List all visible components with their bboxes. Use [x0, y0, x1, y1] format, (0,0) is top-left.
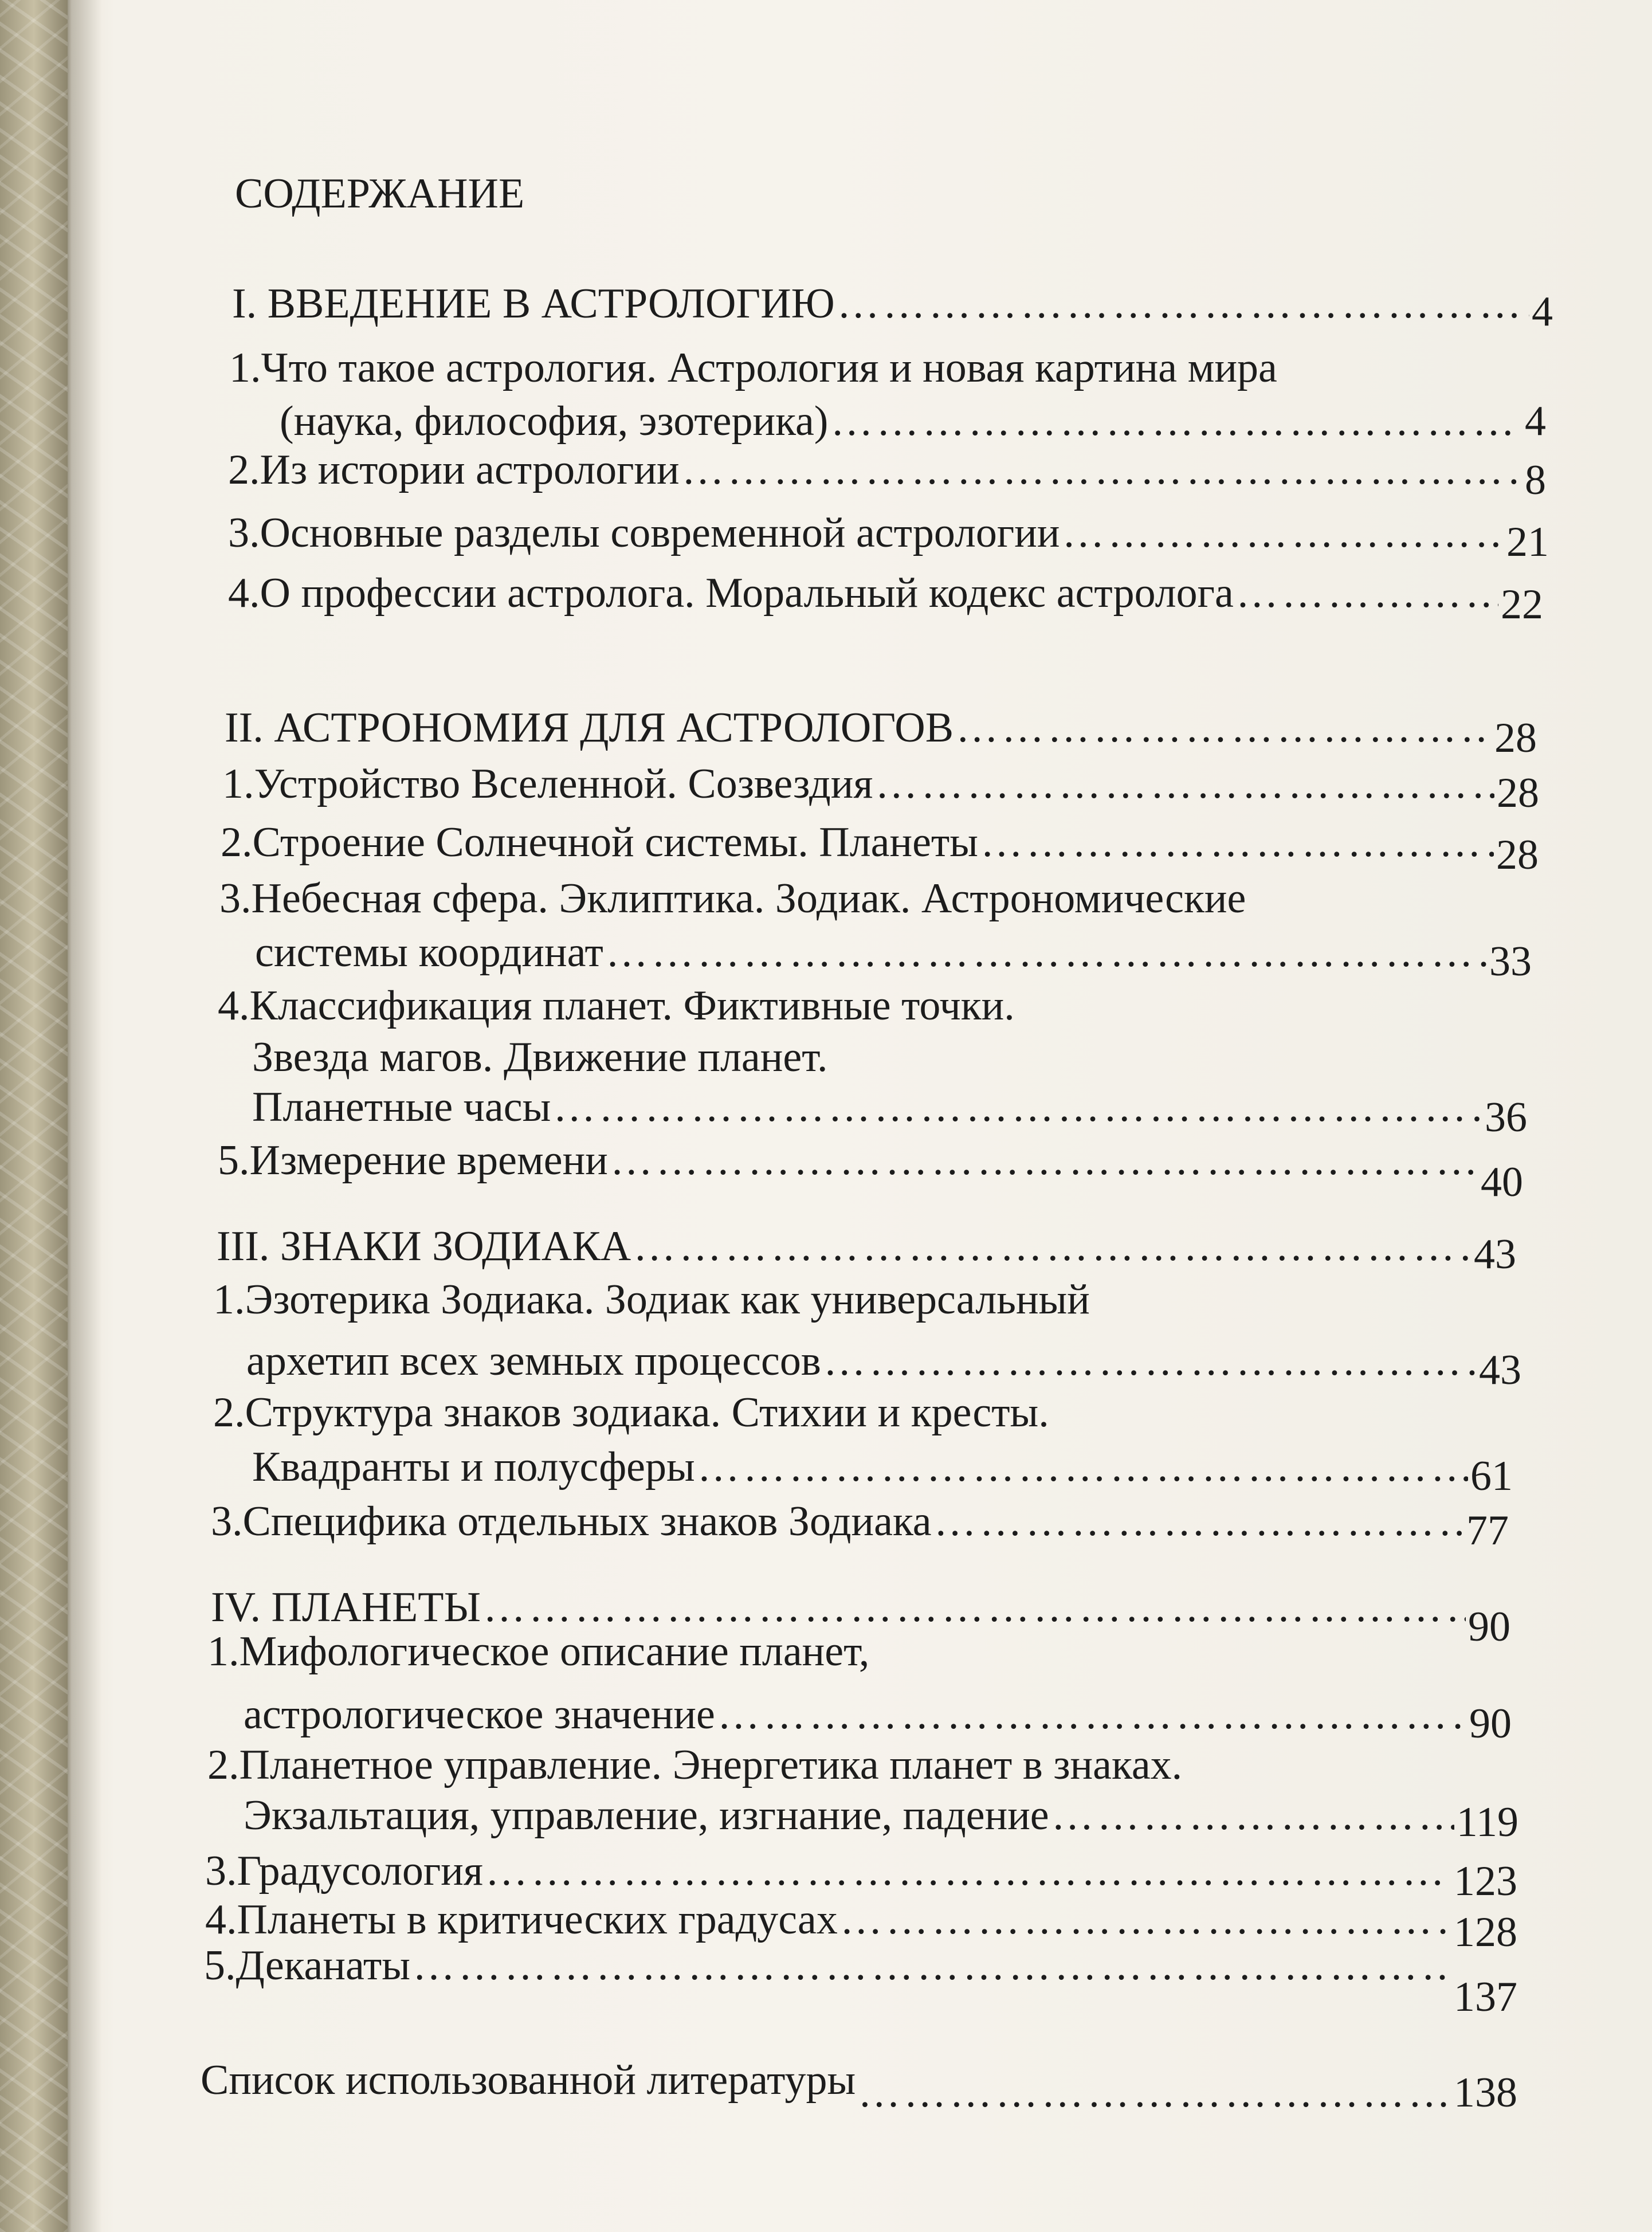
entry-text: Классификация планет. Фиктивные точки.: [249, 982, 1015, 1029]
entry-number: 3.: [205, 1847, 237, 1894]
entry-text: Устройство Вселенной. Созвездия: [254, 760, 873, 807]
dot-leader: [1236, 564, 1498, 622]
section-title: I. ВВЕДЕНИЕ В АСТРОЛОГИЮ: [232, 280, 835, 327]
page-number: 22: [1501, 581, 1543, 628]
page-number: 90: [1468, 1603, 1510, 1650]
page-number: 28: [1496, 831, 1539, 878]
dot-leader: [633, 1218, 1472, 1275]
dot-leader: [875, 755, 1494, 813]
entry-text: Квадранты и полусферы: [252, 1443, 695, 1490]
page-number: 123: [1454, 1858, 1517, 1905]
bibliography-title: Список использованной литературы: [201, 2057, 856, 2104]
toc-heading: [235, 165, 524, 222]
entry-number: 2.: [228, 446, 260, 493]
dot-leader: [858, 2064, 1451, 2121]
toc-entry-4-1-line-1: [207, 1623, 869, 1680]
entry-text: астрологическое значение: [244, 1691, 715, 1738]
page-number: 21: [1506, 519, 1549, 566]
entry-text: Что такое астрология. Астрология и новая картина мира: [261, 344, 1277, 391]
page-number: 43: [1474, 1231, 1516, 1278]
entry-text: архетип всех земных процессов: [246, 1337, 821, 1384]
page-number: 77: [1466, 1507, 1509, 1554]
dot-leader: [610, 1132, 1478, 1189]
toc-entry-2-4-line-1: [218, 977, 1015, 1034]
page-number: 128: [1454, 1909, 1517, 1956]
page-number: 8: [1525, 457, 1546, 504]
toc-entry-1-4: [228, 564, 1543, 628]
dot-leader: [934, 1493, 1464, 1550]
entry-number: 3.: [211, 1498, 243, 1545]
dot-leader: [697, 1438, 1468, 1496]
page-number: 61: [1470, 1453, 1513, 1500]
toc-entry-2-2: [221, 814, 1539, 878]
toc-entry-2-1: [222, 755, 1539, 817]
entry-text: Строение Солнечной системы. Планеты: [252, 819, 978, 866]
toc-entry-3-1-line-1: [213, 1271, 1090, 1328]
entry-text: О профессии астролога. Моральный кодекс астролога: [260, 570, 1234, 617]
page-number: 36: [1485, 1094, 1527, 1141]
entry-number: 1.: [222, 760, 254, 807]
page-number: 138: [1454, 2069, 1517, 2116]
dot-leader: [606, 924, 1487, 981]
entry-number: 4.: [218, 982, 250, 1029]
toc-entry-3-2-line-1: [213, 1384, 1049, 1441]
entry-number: 5.: [204, 1942, 236, 1989]
entry-number: 2.: [207, 1741, 240, 1788]
toc-section-1: [232, 275, 1553, 335]
entry-number: 1.: [229, 344, 261, 391]
toc-entry-1-3: [228, 504, 1549, 566]
entry-number: 2.: [221, 819, 253, 866]
dot-leader: [553, 1078, 1482, 1136]
entry-text: Градусология: [237, 1847, 483, 1894]
entry-number: 1.: [213, 1276, 245, 1323]
entry-text: Деканаты: [236, 1942, 410, 1989]
entry-text: Структура знаков зодиака. Стихии и кресты.: [245, 1389, 1049, 1436]
page-number: 28: [1497, 770, 1539, 817]
toc-bibliography: [201, 2051, 1517, 2116]
dot-leader: [682, 441, 1522, 499]
entry-number: 2.: [213, 1389, 245, 1436]
toc-entry-4-5: [204, 1937, 1517, 2021]
page-title: СОДЕРЖАНИЕ: [235, 170, 525, 217]
entry-number: 3.: [228, 509, 260, 556]
entry-number: 5.: [218, 1137, 250, 1184]
dot-leader: [717, 1686, 1467, 1743]
toc-entry-4-1-line-2: [244, 1686, 1512, 1747]
entry-text: (наука, философия, эзотерика): [280, 398, 829, 445]
entry-number: 1.: [207, 1628, 240, 1675]
toc-section-2: [225, 699, 1537, 762]
toc-entry-4-2-line-1: [207, 1736, 1182, 1794]
toc-entry-4-2-line-2: [244, 1787, 1518, 1844]
page-number: 33: [1489, 938, 1532, 985]
dot-leader: [1051, 1787, 1454, 1844]
entry-text: Мифологическое описание планет,: [239, 1628, 870, 1675]
toc-entry-1-2: [228, 441, 1546, 504]
entry-number: 3.: [219, 875, 252, 922]
entry-text: системы координат: [255, 929, 603, 976]
toc-entry-2-4-line-2: [252, 1029, 828, 1086]
entry-text: Специфика отдельных знаков Зодиака: [242, 1498, 932, 1545]
entry-text: Планетное управление. Энергетика планет в знаках.: [239, 1741, 1183, 1788]
toc-entry-2-3-line-1: [219, 870, 1246, 927]
dot-leader: [1062, 504, 1504, 562]
page-number: 4: [1532, 288, 1553, 335]
toc-entry-1-1-line-1: [229, 339, 1277, 397]
section-title: II. АСТРОНОМИЯ ДЛЯ АСТРОЛОГОВ: [225, 704, 954, 751]
toc-entry-3-2-line-2: [252, 1438, 1513, 1500]
entry-text: Небесная сфера. Эклиптика. Зодиак. Астрономические: [251, 875, 1246, 922]
page-number: 43: [1479, 1347, 1521, 1394]
page-number: 28: [1494, 715, 1537, 762]
entry-text: Экзальтация, управление, изгнание, падение: [244, 1792, 1049, 1839]
entry-text: Эзотерика Зодиака. Зодиак как универсальный: [245, 1276, 1090, 1323]
entry-number: 4.: [228, 570, 260, 617]
toc-entry-2-5: [218, 1132, 1523, 1206]
page-number: 90: [1469, 1700, 1512, 1747]
toc-entry-2-4-line-3: [252, 1078, 1527, 1141]
entry-text: Звезда магов. Движение планет.: [252, 1034, 828, 1081]
entry-text: Основные разделы современной астрологии: [260, 509, 1060, 556]
page-number: 40: [1481, 1159, 1523, 1206]
entry-text: Планетные часы: [252, 1084, 551, 1131]
section-title: III. ЗНАКИ ЗОДИАКА: [217, 1223, 631, 1270]
toc-entry-3-1-line-2: [246, 1332, 1521, 1394]
toc-section-3: [217, 1218, 1516, 1278]
entry-text: Из истории астрологии: [260, 446, 680, 493]
entry-text: Измерение времени: [249, 1137, 608, 1184]
entry-number: 4.: [205, 1896, 237, 1943]
toc-entry-2-3-line-2: [255, 924, 1532, 985]
dot-leader: [837, 275, 1529, 332]
dot-leader: [413, 1937, 1451, 1994]
page-number: 4: [1525, 398, 1546, 445]
toc-entry-3-3: [211, 1493, 1509, 1554]
dot-leader: [823, 1332, 1477, 1390]
page-number: 137: [1454, 1974, 1517, 2021]
dot-leader: [956, 699, 1492, 756]
entry-text: Планеты в критических градусах: [237, 1896, 838, 1943]
page-number: 119: [1456, 1799, 1518, 1846]
section-title: IV. ПЛАНЕТЫ: [211, 1584, 481, 1631]
dot-leader: [980, 814, 1494, 871]
